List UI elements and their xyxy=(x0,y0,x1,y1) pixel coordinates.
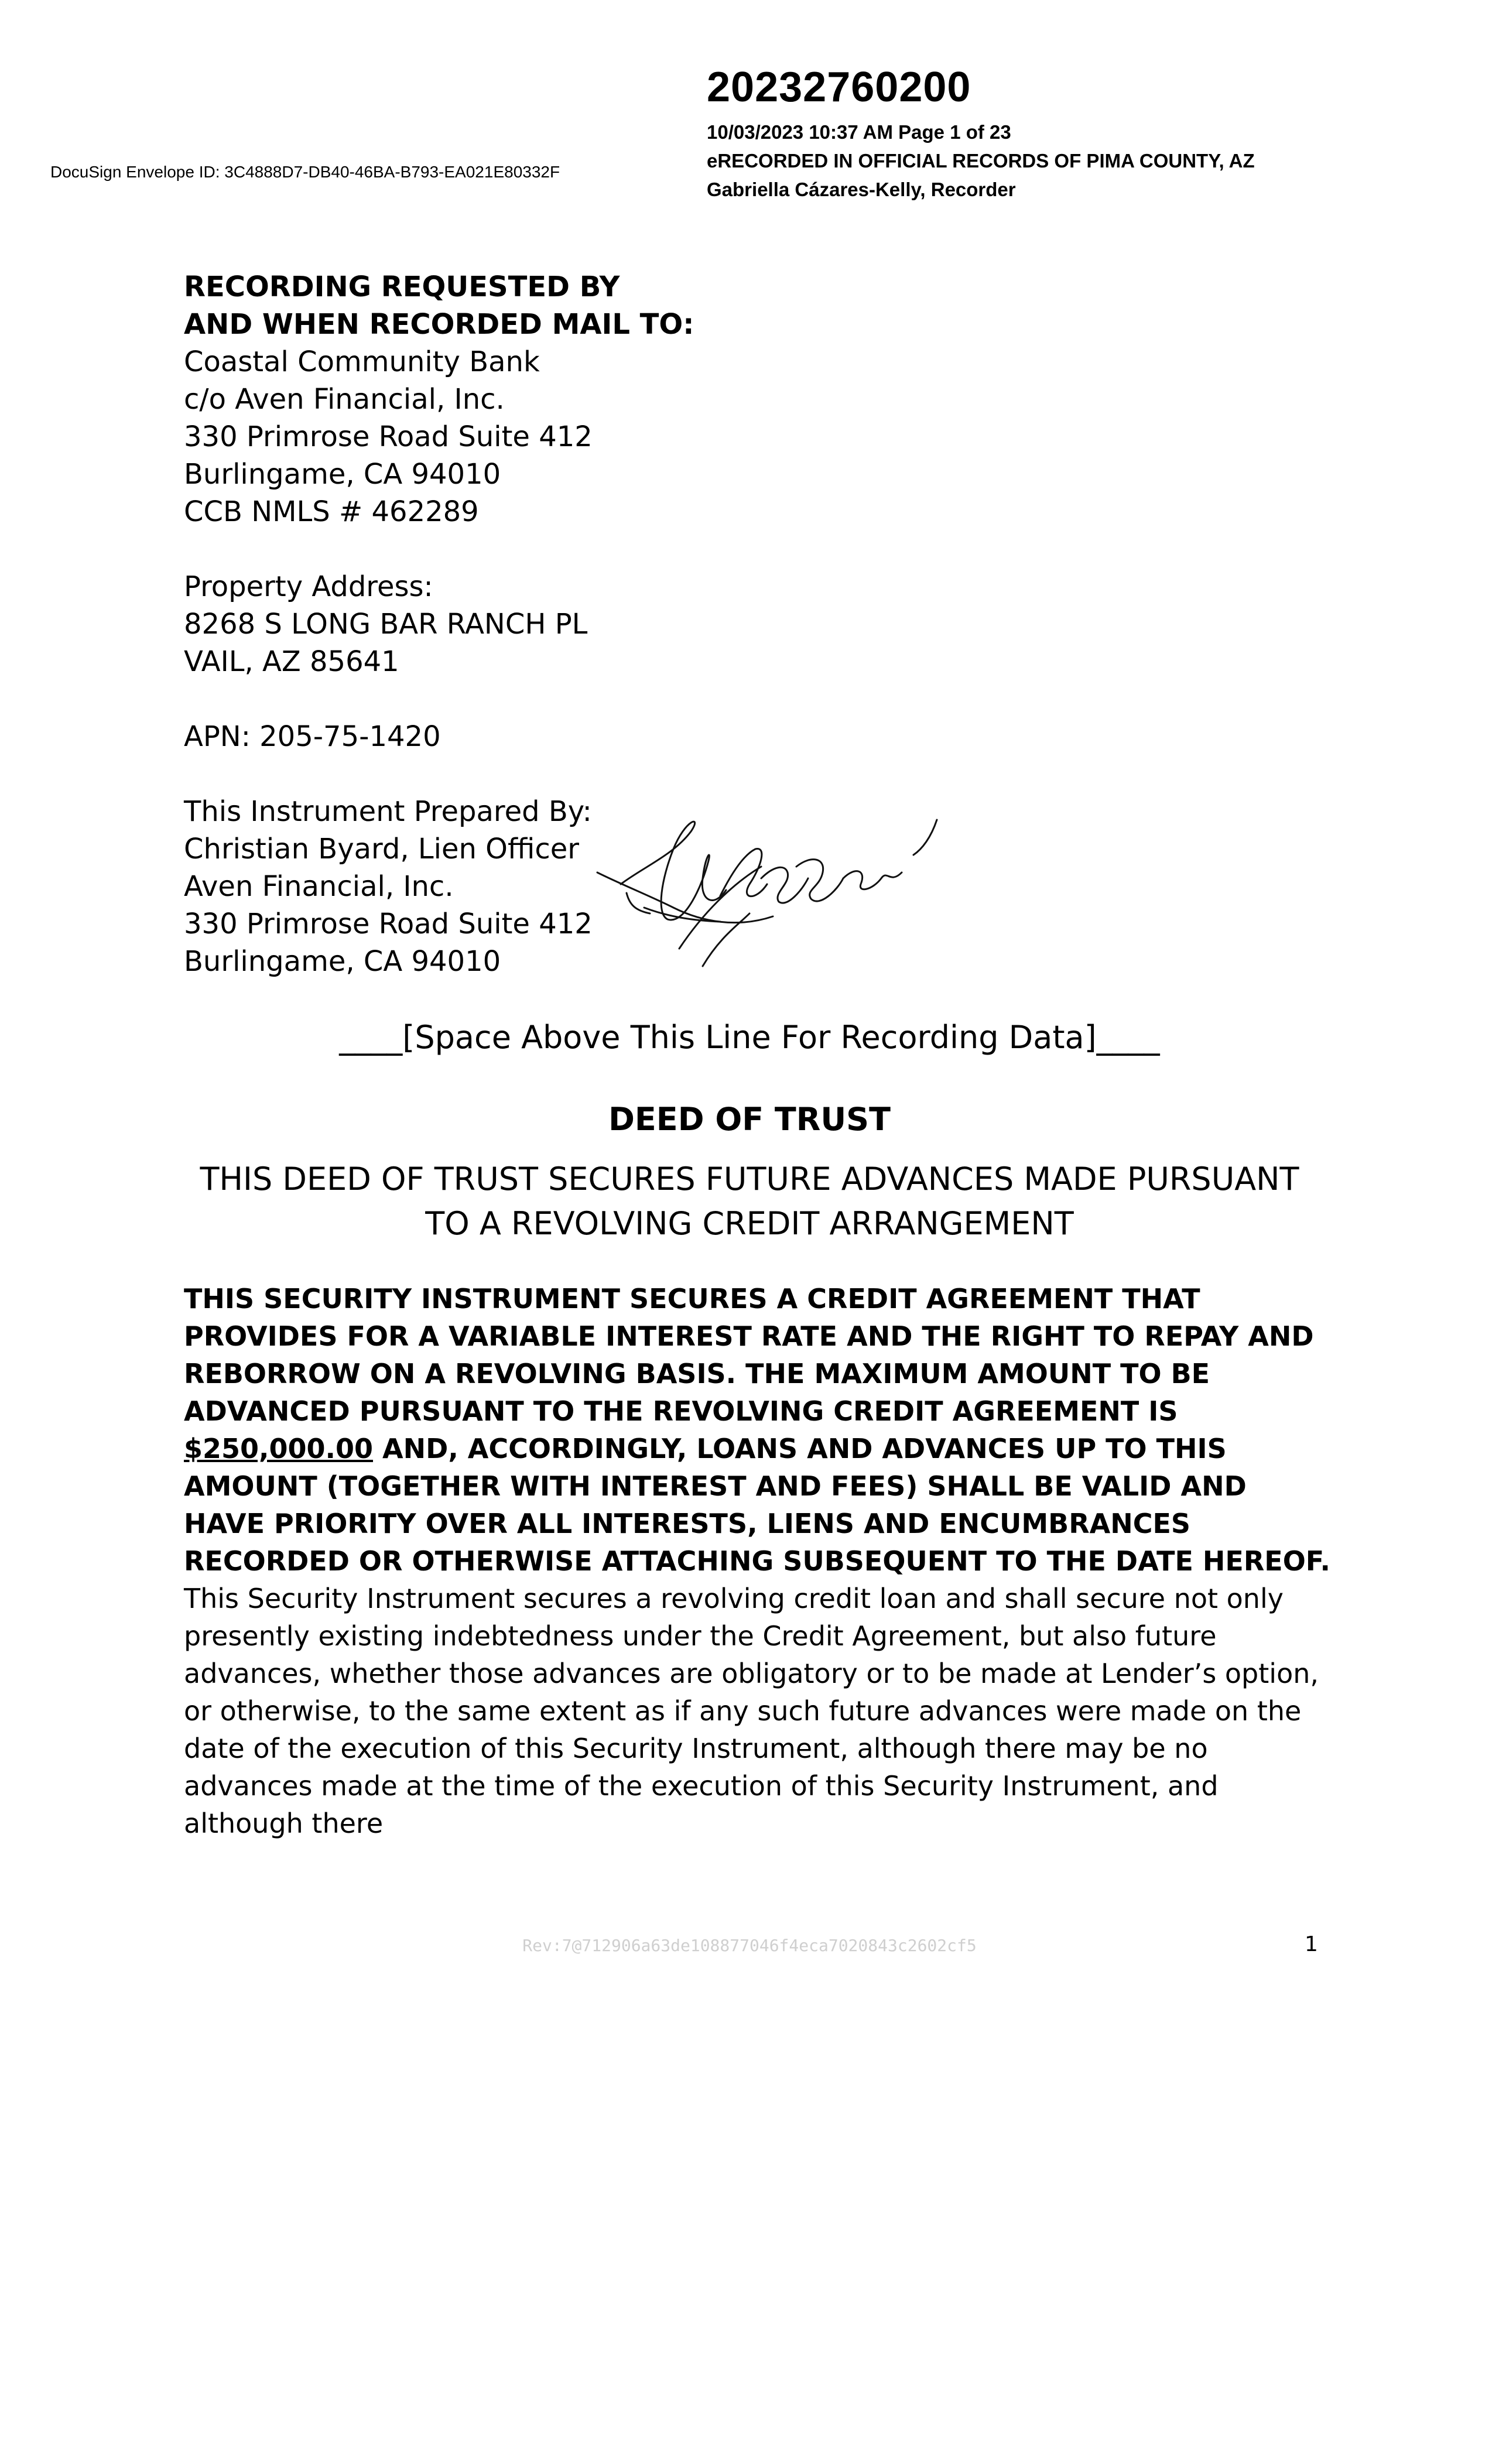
max-amount: $250,000.00 xyxy=(184,1433,374,1464)
document-subtitle xyxy=(0,1157,1499,1246)
recording-heading-1: RECORDING REQUESTED BY xyxy=(184,271,620,303)
mail-to-line: c/o Aven Financial, Inc. xyxy=(184,383,505,416)
prepared-by-line: Burlingame, CA 94010 xyxy=(184,945,501,978)
recorded-date-page: 10/03/2023 10:37 AM Page 1 of 23 xyxy=(707,121,1011,143)
property-address-line: 8268 S LONG BAR RANCH PL xyxy=(184,608,588,641)
subtitle-line-2: TO A REVOLVING CREDIT ARRANGEMENT xyxy=(425,1205,1074,1242)
prepared-by-line: Aven Financial, Inc. xyxy=(184,870,454,903)
recorder-line: Gabriella Cázares-Kelly, Recorder xyxy=(707,179,1016,200)
regular-clause: This Security Instrument secures a revolving credit loan and shall secure not only presently existing indebtedness under the Credit Agreement, but also future advances, whether those advances are obligatory or to be made at Lender’s option, or otherwise, to the same extent as if any such future advances were made on the date of the execution of this Security Instrument, although there may be no advances made at the time of the execution of this Security Instrument, and although there xyxy=(184,1583,1319,1839)
space-above-line: ____[Space Above This Line For Recording Data]____ xyxy=(339,1019,1160,1056)
mail-to-line: 330 Primrose Road Suite 412 xyxy=(184,420,593,453)
subtitle-line-1: THIS DEED OF TRUST SECURES FUTURE ADVANCES MADE PURSUANT xyxy=(200,1161,1299,1197)
document-title: DEED OF TRUST xyxy=(608,1101,891,1138)
erecorded-line: eRECORDED IN OFFICIAL RECORDS OF PIMA COUNTY, AZ xyxy=(707,150,1255,172)
property-address-block xyxy=(184,568,587,680)
prepared-by-block xyxy=(184,793,593,980)
apn: APN: 205-75-1420 xyxy=(184,720,441,753)
prepared-by-line: Christian Byard, Lien Officer xyxy=(184,833,580,865)
docusign-envelope-id: DocuSign Envelope ID: 3C4888D7-DB40-46BA-B793-EA021E80332F xyxy=(50,163,560,181)
page-number: 1 xyxy=(1305,1932,1318,1956)
mail-to-line: CCB NMLS # 462289 xyxy=(184,495,479,528)
signature-image xyxy=(586,796,960,984)
prepared-by-label: This Instrument Prepared By: xyxy=(184,795,592,828)
recording-number: 20232760200 xyxy=(707,64,971,111)
property-address-label: Property Address: xyxy=(184,570,433,603)
mail-to-line: Burlingame, CA 94010 xyxy=(184,458,501,491)
bold-clause-2: AND, ACCORDINGLY, LOANS AND ADVANCES UP TO THIS AMOUNT (TOGETHER WITH INTEREST AND FEES) SHALL BE VALID AND HAVE PRIORITY OVER ALL INTERESTS, LIENS AND ENCUMBRANCES RECORDED OR OTHERWISE ATTACHING SUBSEQUENT TO THE DATE HEREOF. xyxy=(184,1433,1330,1577)
revision-hash: Rev:7@712906a63de108877046f4eca7020843c2602cf5 xyxy=(522,1936,977,1955)
recording-requested-block xyxy=(184,268,694,531)
property-address-line: VAIL, AZ 85641 xyxy=(184,645,399,678)
bold-clause-1: THIS SECURITY INSTRUMENT SECURES A CREDIT AGREEMENT THAT PROVIDES FOR A VARIABLE INTEREST RATE AND THE RIGHT TO REPAY AND REBORROW ON A REVOLVING BASIS. THE MAXIMUM AMOUNT TO BE ADVANCED PURSUANT TO THE REVOLVING CREDIT AGREEMENT IS xyxy=(184,1283,1314,1427)
mail-to-line: Coastal Community Bank xyxy=(184,345,540,378)
prepared-by-line: 330 Primrose Road Suite 412 xyxy=(184,908,593,940)
recording-heading-2: AND WHEN RECORDED MAIL TO: xyxy=(184,308,694,341)
security-instrument-paragraph xyxy=(184,1280,1332,1842)
